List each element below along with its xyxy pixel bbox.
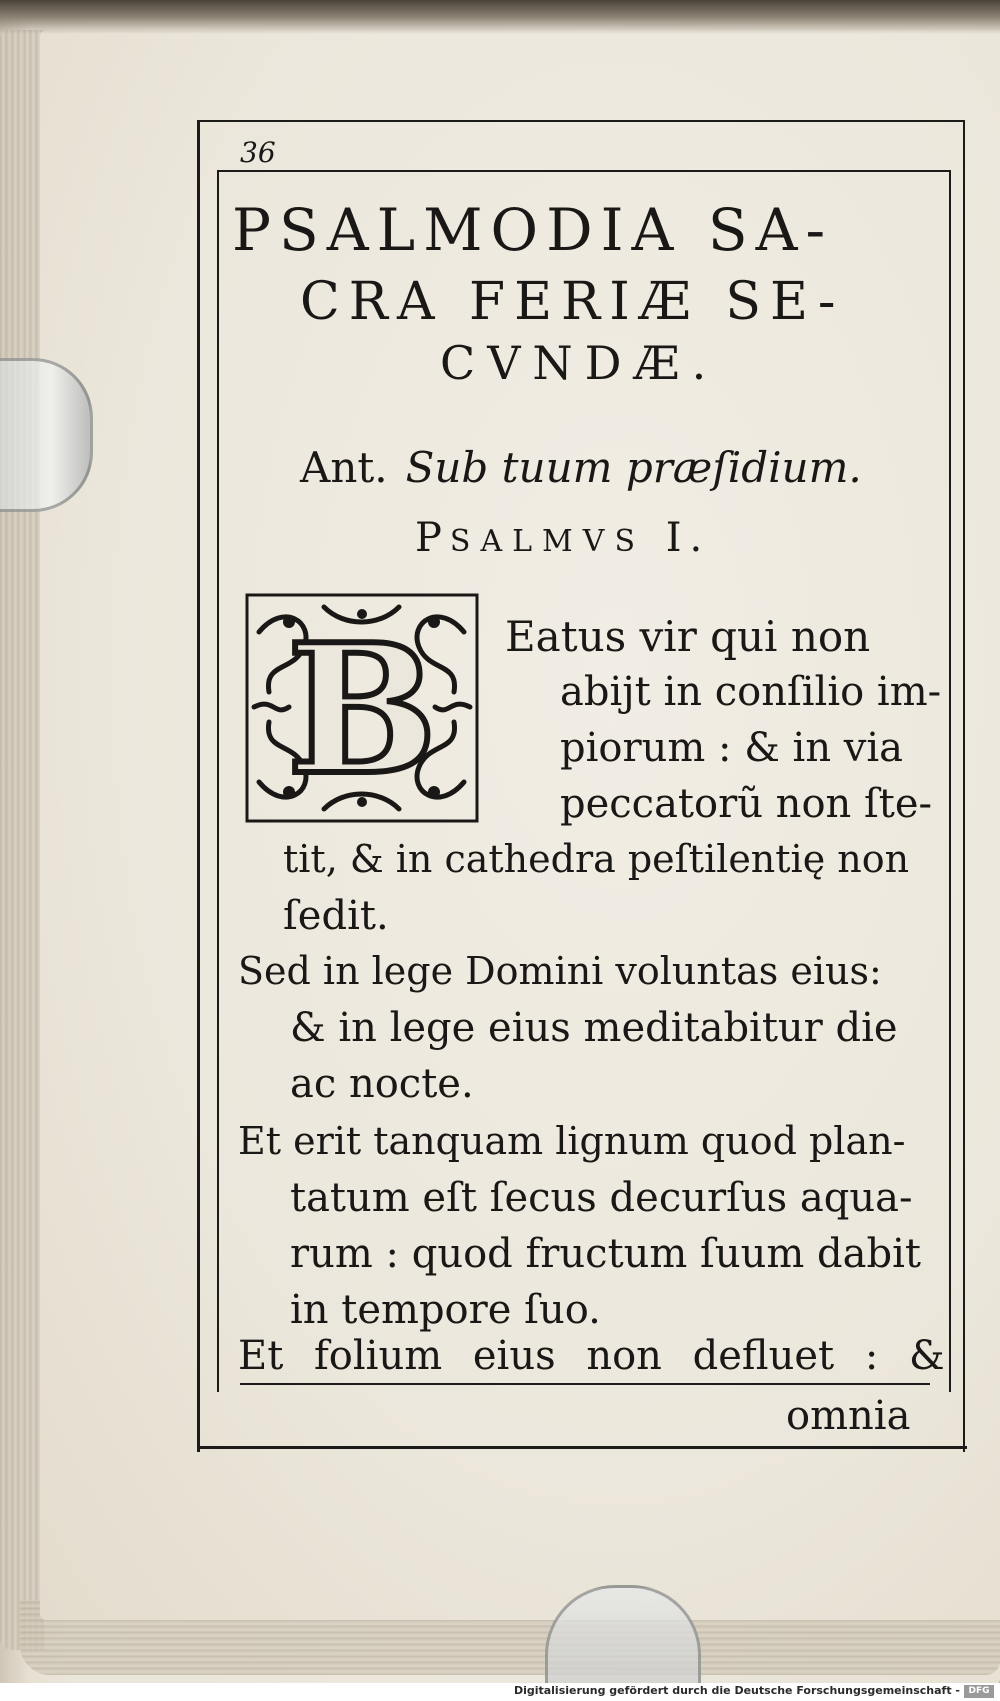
antiphon-label: Ant. — [300, 443, 388, 492]
verse-line-7: Sed in lege Domini voluntas eius: — [238, 949, 882, 993]
title-line-1: PSALMODIA SA- — [232, 196, 834, 264]
initial-letter: B — [286, 605, 438, 814]
verse-line-12: rum : quod fructum ſuum dabit — [290, 1231, 921, 1277]
psalm-heading — [415, 515, 710, 561]
verse-line-2: abijt in conſilio im- — [560, 669, 942, 715]
footer-credit: Digitalisierung gefördert durch die Deutsche Forschungsgemeinschaft - — [513, 1684, 960, 1697]
printed-frame-bottom-rule — [197, 1446, 967, 1449]
verse-line-5: tit, & in cathedra peſtilentię non — [283, 837, 910, 881]
verse-line-6: ſedit. — [283, 893, 389, 939]
verse-line-11: tatum eſt ſecus decurſus aqua- — [290, 1175, 913, 1221]
psalm-heading-initial: P — [415, 515, 450, 561]
page-edges-left — [0, 30, 44, 1650]
catchword: omnia — [786, 1393, 911, 1439]
title-line-3: CVNDÆ. — [440, 336, 719, 390]
decorated-initial — [244, 592, 480, 824]
verse-line-4: peccatorũ non ſte- — [560, 781, 933, 827]
page-number: 36 — [240, 136, 276, 169]
verse-line-1: Eatus vir qui non — [505, 612, 871, 661]
verse-line-13: in tempore ſuo. — [290, 1287, 601, 1333]
verse-line-8: & in lege eius meditabitur die — [290, 1005, 898, 1051]
antiphon-text: Sub tuum præſidium. — [405, 443, 862, 492]
title-line-2: CRA FERIÆ SE- — [300, 272, 845, 332]
dfg-logo: DFG — [964, 1685, 994, 1698]
binding-shadow — [0, 0, 1000, 34]
printed-frame-inner-bottom — [240, 1383, 930, 1385]
verse-line-14: Et folium eius non defluet : & — [238, 1333, 945, 1379]
psalm-heading-word: SALMVS — [449, 524, 645, 559]
clasp-left-tab — [0, 358, 93, 512]
verse-line-10: Et erit tanquam lignum quod plan- — [238, 1119, 906, 1163]
antiphon — [300, 443, 862, 492]
psalm-heading-numeral: I. — [665, 515, 711, 561]
verse-line-3: piorum : & in via — [560, 725, 904, 771]
verse-line-9: ac nocte. — [290, 1061, 474, 1107]
